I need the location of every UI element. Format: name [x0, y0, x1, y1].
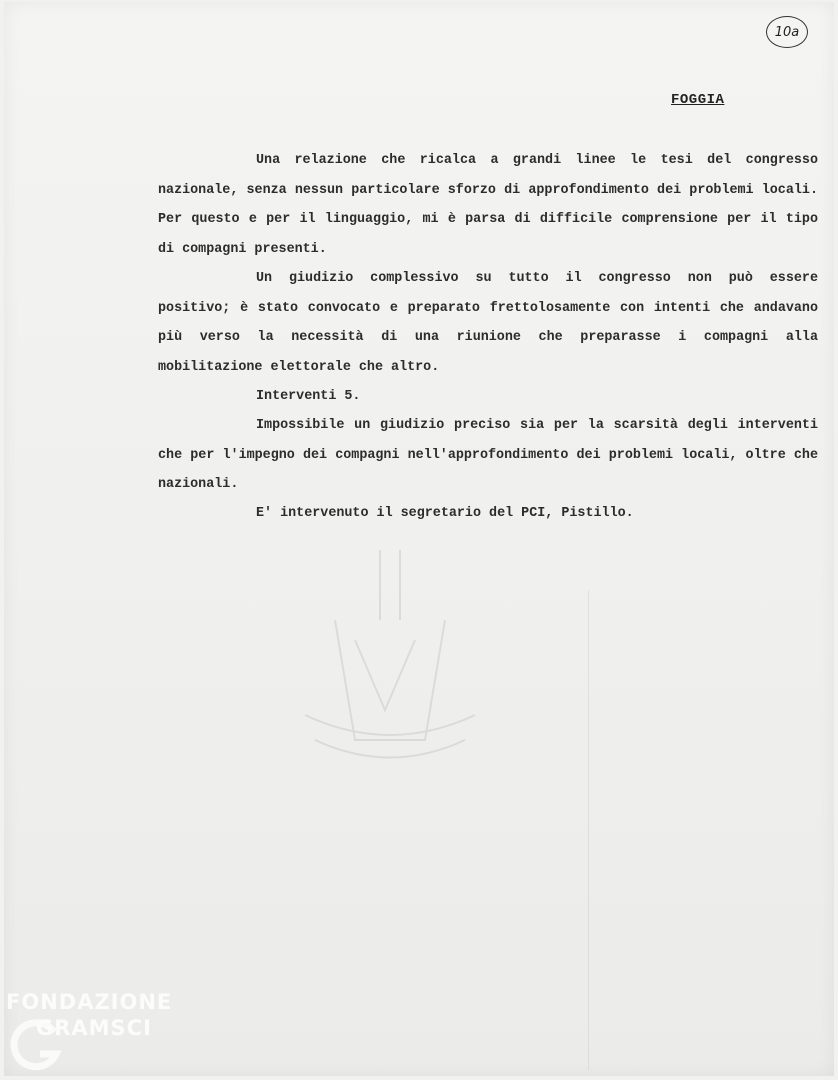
- logo-line-2: GRAMSCI: [36, 1016, 152, 1040]
- paragraph-segretario: E' intervenuto il segretario del PCI, Pistillo.: [256, 506, 634, 521]
- page-number-annotation: 10a: [766, 16, 808, 48]
- document-title: FOGGIA: [671, 92, 725, 108]
- stamp-watermark: [285, 540, 495, 780]
- paragraph-relazione: Una relazione che ricalca a grandi linee le tesi del congresso nazionale, senza nessun particolare sforzo di approfondimento dei problemi locali. Per questo e per il linguaggio, mi è parsa di difficile comprensione per il tipo di compagni presenti.: [158, 153, 818, 257]
- paper-crease: [588, 590, 589, 1070]
- logo-line-1: FONDAZIONE: [6, 990, 173, 1014]
- fondazione-gramsci-logo: [6, 990, 206, 1070]
- paragraph-impossibile: Impossibile un giudizio preciso sia per la scarsità degli interventi che per l'impegno dei compagni nell'approfondimento dei problemi locali, oltre che nazionali.: [158, 418, 818, 492]
- paragraph-giudizio: Un giudizio complessivo su tutto il congresso non può essere positivo; è stato convocato e preparato frettolosamente con intenti che andavano più verso la necessità di una riunione che preparasse i compagni alla mobilitazione elettorale che altro.: [158, 271, 818, 375]
- paragraph-interventi: Interventi 5.: [256, 389, 361, 404]
